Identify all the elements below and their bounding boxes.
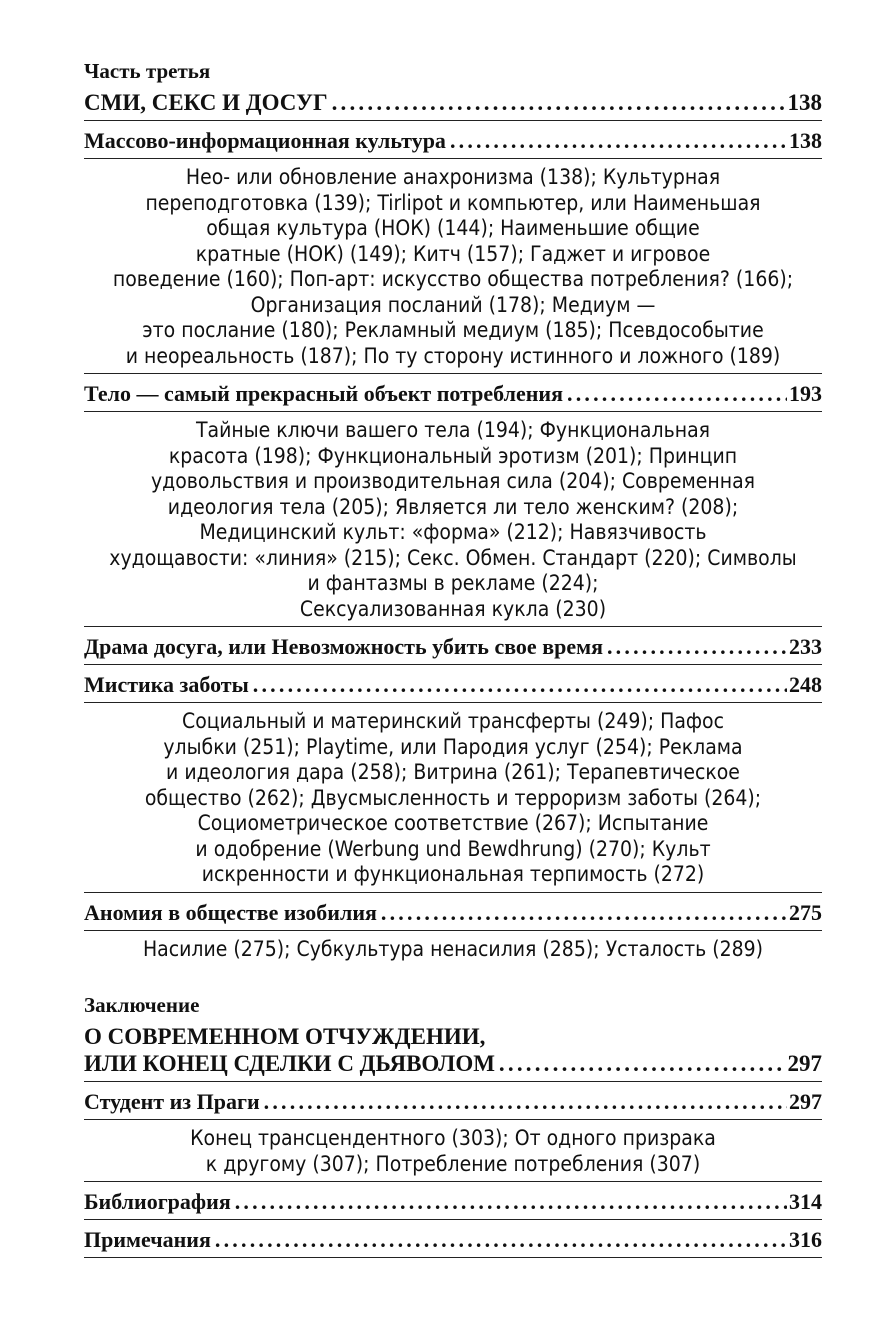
toc-entry-main[interactable] xyxy=(84,89,822,116)
description-line: и неореальность (187); По ту сторону истинного и ложного (189) xyxy=(125,343,781,368)
toc-entry-title: СМИ, СЕКС И ДОСУГ xyxy=(84,90,328,115)
description-line: переподготовка (139); Tirlipot и компьютер, или Наименьшая xyxy=(145,190,761,215)
dot-leader xyxy=(450,127,787,154)
description-line: удовольствия и производительная сила (204); Современная xyxy=(150,469,756,493)
divider xyxy=(84,664,822,665)
dot-leader xyxy=(607,633,787,660)
section-description xyxy=(84,709,822,888)
dot-leader xyxy=(499,1050,786,1077)
toc-entry[interactable] xyxy=(84,1226,822,1253)
section-description xyxy=(84,418,822,622)
description-line: Сексуализованная кукла (230) xyxy=(299,596,607,621)
toc-entry-title: Примечания xyxy=(84,1227,211,1252)
toc-entry-title: Аномия в обществе изобилия xyxy=(84,899,377,925)
toc-entry-page: 297 xyxy=(789,1089,822,1114)
toc-entry[interactable] xyxy=(84,671,822,698)
toc-entry[interactable] xyxy=(84,127,822,154)
dot-leader xyxy=(235,1188,787,1215)
divider xyxy=(84,1219,822,1220)
divider xyxy=(84,930,822,931)
dot-leader xyxy=(567,380,787,407)
toc-entry-title: Библиография xyxy=(84,1189,231,1214)
toc-entry-title-line: О СОВРЕМЕННОМ ОТЧУЖДЕНИИ, xyxy=(84,1024,486,1049)
description-line: общество (262); Двусмысленность и терроризм заботы (264); xyxy=(144,785,762,810)
divider xyxy=(84,1081,822,1082)
description-line: Нео- или обновление анахронизма (138); Культурная xyxy=(185,165,721,189)
description-line: поведение (160); Поп-арт: искусство общества потребления? (166); xyxy=(112,267,794,291)
toc-entry-page: 138 xyxy=(789,128,822,153)
description-line: кратные (НОК) (149); Китч (157); Гаджет и игровое xyxy=(195,241,711,266)
toc-entry-title: Студент из Праги xyxy=(84,1089,260,1114)
toc-entry-page: 275 xyxy=(789,899,822,925)
toc-entry-title: Тело — самый прекрасный объект потребления xyxy=(84,381,563,406)
divider xyxy=(84,373,822,374)
divider xyxy=(84,1257,822,1258)
description-line: Социальный и материнский трансферты (249); Пафос xyxy=(182,709,724,733)
description-line: общая культура (НОК) (144); Наименьшие общие xyxy=(206,216,700,240)
dot-leader xyxy=(332,89,786,116)
dot-leader xyxy=(264,1088,787,1115)
toc-entry[interactable] xyxy=(84,1088,822,1115)
description-line: Тайные ключи вашего тела (194); Функциональная xyxy=(195,418,711,442)
description-line: и одобрение (Werbung und Bewdhrung) (270); Культ xyxy=(195,836,711,861)
description-line: искренности и функциональная терпимость (272) xyxy=(201,862,705,886)
toc-entry-title: ИЛИ КОНЕЦ СДЕЛКИ С ДЬЯВОЛОМ xyxy=(84,1051,495,1076)
toc-entry-page: 248 xyxy=(789,672,822,697)
description-line: к другому (307); Потребление потребления (307) xyxy=(205,1151,701,1176)
description-line: Организация посланий (178); Медиум — xyxy=(250,292,656,317)
divider xyxy=(84,1181,822,1182)
divider xyxy=(84,702,822,703)
divider xyxy=(84,626,822,627)
description-line: худощавости: «линия» (215); Секс. Обмен. Стандарт (220); Символы xyxy=(109,545,797,570)
divider xyxy=(84,120,822,121)
toc-entry-page: 193 xyxy=(789,381,822,406)
toc-entry[interactable] xyxy=(84,633,822,660)
toc-entry[interactable] xyxy=(84,1188,822,1215)
part-label: Часть третья xyxy=(84,59,211,83)
section-description xyxy=(84,165,822,369)
toc-entry-page: 233 xyxy=(789,634,822,659)
description-line: улыбки (251); Playtime, или Пародия услуг (254); Реклама xyxy=(163,734,743,759)
part-label: Заключение xyxy=(84,993,200,1017)
toc-entry-page: 314 xyxy=(789,1189,822,1214)
description-line: Медицинский культ: «форма» (212); Навязчивость xyxy=(199,520,707,544)
divider xyxy=(84,158,822,159)
description-line: и фантазмы в рекламе (224); xyxy=(307,571,599,595)
divider xyxy=(84,411,822,412)
description-line: Насилие (275); Субкультура ненасилия (285); Усталость (289) xyxy=(142,936,764,961)
description-line: идеология тела (205); Является ли тело женским? (208); xyxy=(167,494,739,519)
toc-entry-title: Мистика заботы xyxy=(84,672,249,697)
description-line: это послание (180); Рекламный медиум (185); Псевдособытие xyxy=(142,318,764,342)
description-line: красота (198); Функциональный эротизм (201); Принцип xyxy=(168,443,738,468)
toc-entry-page: 297 xyxy=(787,1051,822,1076)
toc-entry-page: 138 xyxy=(787,90,822,115)
toc-entry-main[interactable] xyxy=(84,1050,822,1077)
dot-leader xyxy=(381,899,787,926)
toc-entry-title: Массово-информационная культура xyxy=(84,128,446,153)
section-description xyxy=(84,937,822,963)
description-line: Конец трансцендентного (303); От одного призрака xyxy=(190,1126,716,1150)
description-line: и идеология дара (258); Витрина (261); Терапевтическое xyxy=(166,760,740,784)
divider xyxy=(84,892,822,893)
toc-entry[interactable] xyxy=(84,380,822,407)
dot-leader xyxy=(253,671,787,698)
toc-page xyxy=(84,58,822,1264)
spacer xyxy=(84,962,822,992)
dot-leader xyxy=(215,1226,787,1253)
divider xyxy=(84,1119,822,1120)
section-description xyxy=(84,1126,822,1177)
toc-entry-page: 316 xyxy=(789,1227,822,1252)
toc-entry[interactable] xyxy=(84,899,822,926)
description-line: Социометрическое соответствие (267); Испытание xyxy=(197,811,709,835)
toc-entry-title: Драма досуга, или Невозможность убить свое время xyxy=(84,634,603,659)
